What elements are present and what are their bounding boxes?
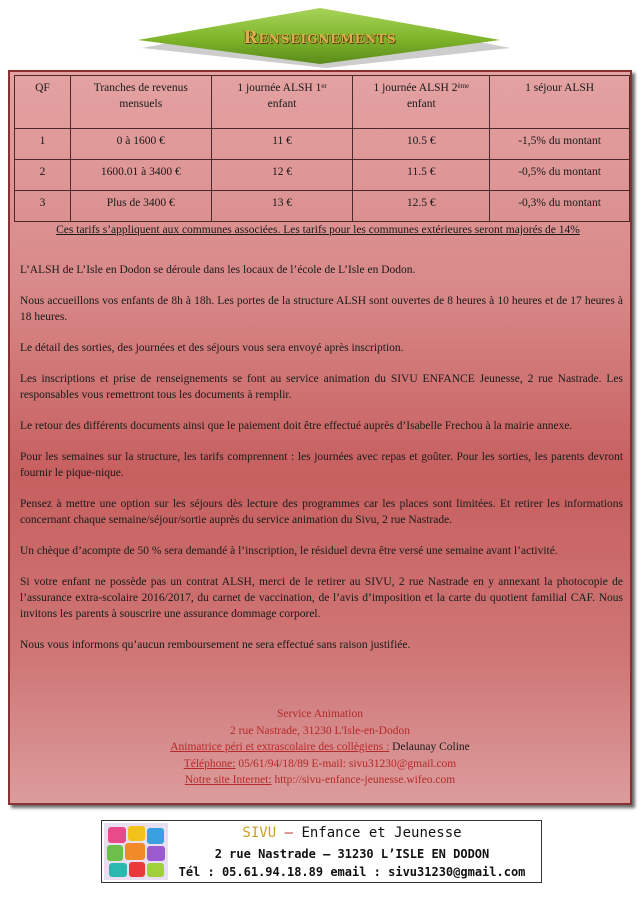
phone-email-line: Téléphone: 05/61/94/18/89 E-mail: sivu31230@gmail.com	[183, 757, 457, 770]
paragraph: Les inscriptions et prise de renseignements se font au service animation du SIVU ENFANCE Jeunesse, 2 rue Nastrade. Les responsables vous remettront tous les documents à remplir.	[20, 373, 623, 401]
service-address: 2 rue Nastrade, 31230 L'Isle-en-Dodon	[230, 724, 410, 737]
paragraph: Nous vous informons qu’aucun remboursement ne sera effectué sans raison justifiée.	[20, 639, 411, 651]
info-text	[20, 262, 623, 668]
service-name: Service Animation	[277, 708, 363, 720]
paragraph: Si votre enfant ne possède pas un contrat ALSH, merci de le retirer au SIVU, 2 rue Nastrade en y annexant la photocopie de l’assurance extra-scolaire 2016/2017, du carnet de vaccination, de l’avis d’imposition et la carte du quotient familial CAF. Nous invitons les parents à souscrire une assurance dommage corporel.	[20, 576, 623, 620]
paragraph: Nous accueillons vos enfants de 8h à 18h. Les portes de la structure ALSH sont ouvertes de 8 heures à 10 heures et de 17 heures à 18 heures.	[20, 295, 623, 323]
puzzle-logo-icon	[104, 823, 168, 880]
footer-title: SIVU – Enfance et Jeunesse	[242, 825, 462, 841]
paragraph: Pensez à mettre une option sur les séjours dès lecture des programmes car les places sont limitées. Et retirer les informations concernant chaque semaine/séjour/sortie auprès du service animation du Sivu, 2 rue Nastrade.	[20, 498, 623, 526]
paragraph: Pour les semaines sur la structure, les tarifs comprennent : les journées avec repas et goûter. Pour les sorties, les parents devront fournir le pique-nique.	[20, 451, 623, 479]
animatrice-line: Animatrice péri et extrascolaire des collègiens : Delaunay Coline	[170, 741, 470, 753]
site-link[interactable]: http://sivu-enfance-jeunesse.wifeo.com	[274, 774, 456, 786]
paragraph: Un chèque d’acompte de 50 % sera demandé à l’inscription, le résiduel devra être versé une semaine avant l’activité.	[20, 545, 558, 557]
table-row: 2 1600.01 à 3400 € 12 € 11.5 € -0,5% du montant	[15, 160, 630, 191]
tariff-table	[14, 75, 630, 222]
footer-box	[101, 820, 542, 883]
footer-contact: Tél : 05.61.94.18.89 email : sivu31230@gmail.com	[178, 865, 526, 879]
site-line: Notre site Internet: http://sivu-enfance-jeunesse.wifeo.com	[184, 774, 456, 786]
col-day2: 1 journée ALSH 2ème enfant	[353, 76, 490, 129]
table-header-row	[15, 76, 630, 129]
table-row: 1 0 à 1600 € 11 € 10.5 € -1,5% du montant	[15, 129, 630, 160]
paragraph: Le retour des différents documents ainsi que le paiement doit être effectué auprès d’Isabelle Frechou à la mairie annexe.	[20, 420, 573, 432]
col-tranches: Tranches de revenus mensuels	[70, 76, 211, 129]
header-banner	[130, 6, 510, 70]
paragraph: L’ALSH de L’Isle en Dodon se déroule dans les locaux de l’école de L’Isle en Dodon.	[20, 264, 416, 276]
col-sejour: 1 séjour ALSH	[490, 76, 630, 129]
footer-address: 2 rue Nastrade – 31230 L’ISLE EN DODON	[214, 847, 490, 861]
page-title: Renseignements	[243, 28, 397, 48]
email-link[interactable]: sivu31230@gmail.com	[348, 757, 457, 770]
contact-block	[10, 706, 630, 789]
col-day1: 1 journée ALSH 1er enfant	[211, 76, 353, 129]
paragraph: Le détail des sorties, des journées et des séjours vous sera envoyé après inscription.	[20, 342, 404, 354]
table-row: 3 Plus de 3400 € 13 € 12.5 € -0,3% du montant	[15, 191, 630, 222]
col-qf: QF	[15, 76, 71, 129]
tariff-note: Ces tarifs s’appliquent aux communes associées. Les tarifs pour les communes extérieures seront majorés de 14%	[56, 224, 580, 236]
main-panel	[8, 70, 632, 805]
